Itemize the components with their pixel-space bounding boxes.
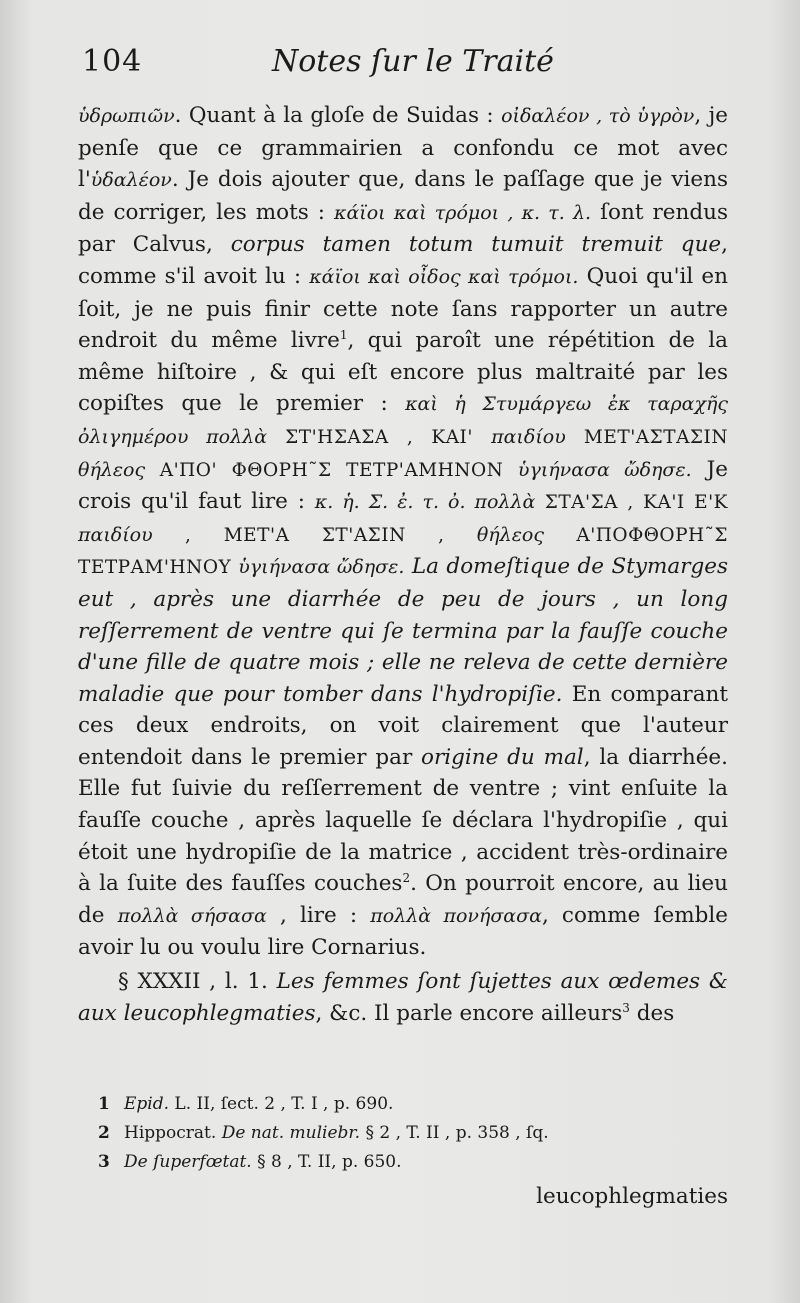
text-span: des bbox=[629, 1000, 675, 1026]
main-text bbox=[78, 100, 728, 1029]
footnote-text: L. II, ſect. 2 , T. I , p. 690. bbox=[169, 1094, 394, 1114]
greek-text: ὑγιήνασα ὤδησε. bbox=[517, 458, 692, 481]
page-number: 104 bbox=[82, 44, 143, 79]
greek-text: πολλὰ σήσασα bbox=[117, 904, 267, 927]
greek-text: ὑδαλέον bbox=[90, 169, 172, 192]
footnote-ref: 2 bbox=[402, 871, 411, 886]
text-span: , comme s'il avoit lu : bbox=[78, 232, 728, 289]
latin-quote: corpus tamen totum tumuit tremuit que bbox=[230, 232, 722, 258]
footnote-ref: 3 bbox=[622, 1000, 630, 1015]
text-span: . Je dois ajouter que, dans le paſſage que je viens de corriger, les mots : bbox=[78, 167, 728, 225]
greek-capitals: ΣΤΑ'ΣΑ , ΚΑ'Ι Ε'Κ bbox=[535, 492, 728, 514]
greek-text: παιδίου bbox=[78, 523, 153, 546]
greek-text: θήλεος bbox=[476, 523, 544, 546]
greek-text: παιδίου bbox=[491, 425, 566, 448]
text-span: , &c. Il parle encore ailleurs bbox=[315, 1000, 623, 1026]
text-span: ſont rendus par Calvus, bbox=[78, 199, 728, 258]
greek-text: θήλεος bbox=[78, 458, 146, 481]
greek-text: καὶ ἡ Στυμάργεω ἐκ ταραχῆς ὀλιγημέρου πολλὰ bbox=[78, 393, 728, 448]
text-span: Je crois qu'il faut lire : bbox=[78, 456, 728, 515]
greek-capitals: Α'ΠΟΦΘΟΡΗ˜Σ ΤΕΤΡΑΜ'ΗΝΟΥ bbox=[78, 524, 728, 579]
paragraph-2 bbox=[78, 966, 728, 1029]
italic-phrase: origine du mal bbox=[421, 744, 584, 770]
text-span: , comme ſemble avoir lu ou voulu lire Cornarius. bbox=[78, 902, 728, 961]
paragraph-1 bbox=[78, 100, 728, 964]
footnote-title: De nat. muliebr. bbox=[221, 1123, 361, 1143]
footnote bbox=[98, 1148, 718, 1177]
text-span: , la diarrhée. Elle fut ſuivie du reſſerrement de ventre ; vint enſuite la fauſſe couche , après laquelle ſe déclara l'hydropiſie , qui étoit une hydropiſie de la matrice , accident très-ordinaire à la ſuite des fauſſes couches bbox=[78, 744, 728, 897]
text-span: . On pourroit encore, au lieu de bbox=[78, 871, 728, 928]
french-translation: La domeſtique de Stymarges eut , après une diarrhée de peu de jours , un long reſſerrement de ventre qui ſe termina par la fauſſe couche d'une fille de quatre mois ; elle ne releva de cette dernière maladie que pour tomber dans l'hydropiſie. bbox=[78, 554, 729, 707]
greek-text: κάϊοι καὶ τρόμοι , κ. τ. λ. bbox=[334, 201, 592, 224]
greek-text: ὑγιήνασα ὤδησε. bbox=[238, 556, 405, 579]
text-span: . Quant à la gloſe de Suidas : bbox=[174, 103, 502, 128]
text-span: En comparant ces deux endroits, on voit clairement que l'auteur entendoit dans le premier par bbox=[78, 681, 729, 770]
footnote-number: 3 bbox=[98, 1152, 110, 1172]
text-span: , je penſe que ce grammairien a confondu ce mot avec l' bbox=[78, 103, 728, 193]
text-span: , lire : bbox=[266, 902, 371, 928]
greek-text: πολλὰ πονήσασα bbox=[370, 904, 542, 927]
page-header bbox=[82, 44, 742, 88]
footnote bbox=[98, 1119, 718, 1148]
greek-capitals: ΜΕΤ'ΑΣΤΑΣΙΝ bbox=[565, 426, 729, 448]
footnote-number: 1 bbox=[98, 1094, 110, 1114]
catchword: leucophlegmaties bbox=[536, 1184, 728, 1209]
greek-capitals: Α'ΠΟ' ΦΘΟΡΗ˜Σ ΤΕΤΡ'ΑΜΗΝΟΝ bbox=[145, 459, 518, 481]
greek-text: οἰδαλέον , τὸ ὑγρὸν bbox=[501, 105, 695, 127]
footnote-ref: 1 bbox=[339, 328, 348, 342]
text-span bbox=[404, 554, 411, 579]
text-span: , qui paroît une répétition de la même hiſtoire , & qui eſt encore plus maltraité par les copiſtes que le premier : bbox=[78, 328, 728, 417]
footnotes bbox=[98, 1090, 718, 1177]
greek-text: ὑδρωπιῶν bbox=[78, 105, 175, 127]
greek-text: κ. ἡ. Σ. ἐ. τ. ὀ. πολλὰ bbox=[314, 491, 536, 514]
greek-text: κάϊοι καὶ οἶδος καὶ τρόμοι. bbox=[309, 265, 579, 288]
footnote-text: § 8 , T. II, p. 650. bbox=[251, 1152, 402, 1172]
footnote-title: Epid. bbox=[124, 1094, 170, 1114]
lemma: Les femmes ſont ſujettes aux œdemes & aux leucophlegmaties bbox=[78, 969, 728, 1026]
text-span: Quoi qu'il en ſoit, je ne puis finir cette note ſans rapporter un autre endroit du même livre bbox=[78, 263, 728, 354]
footnote bbox=[98, 1090, 718, 1119]
greek-capitals: ΣΤ'ΗΣΑΣΑ , ΚΑΙ' bbox=[267, 426, 492, 448]
greek-capitals: , ΜΕΤ'Α ΣΤ'ΑΣΙΝ , bbox=[152, 524, 477, 546]
footnote-text: Hippocrat. bbox=[124, 1123, 222, 1143]
running-title: Notes ſur le Traité bbox=[272, 44, 554, 79]
footnote-title: De ſuperfœtat. bbox=[124, 1152, 252, 1172]
footnote-text: § 2 , T. II , p. 358 , ſq. bbox=[360, 1123, 549, 1143]
section-ref: § XXXII , l. 1. bbox=[118, 969, 277, 995]
footnote-number: 2 bbox=[98, 1123, 110, 1143]
